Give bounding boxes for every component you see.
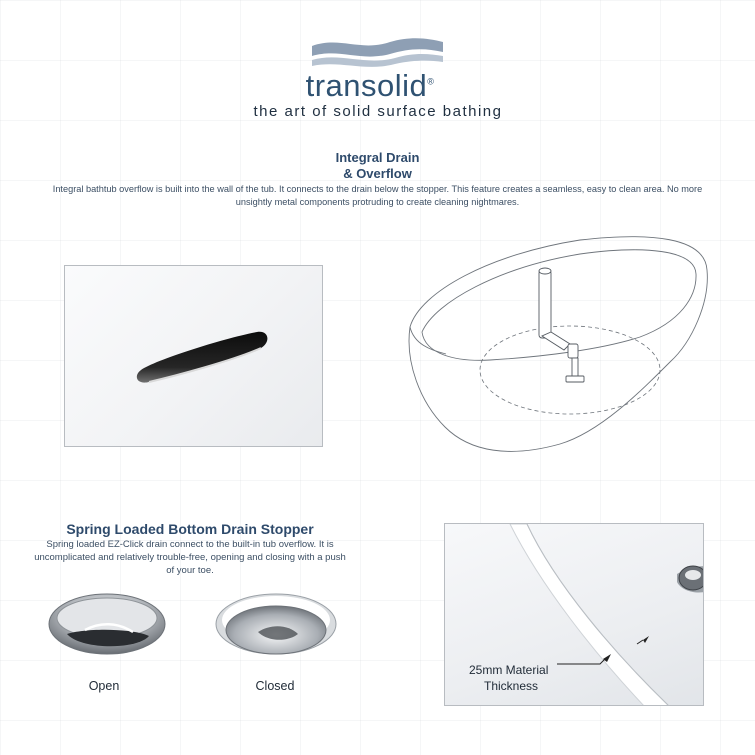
drain-stopper-open-icon [45, 588, 170, 666]
overflow-slot-photo [64, 265, 323, 447]
drain-section-title: Integral Drain [335, 150, 420, 165]
brand-name: transolid® [305, 68, 435, 103]
closed-label: Closed [255, 679, 295, 693]
material-thickness-photo [444, 523, 704, 706]
brand-tagline: the art of solid surface bathing [253, 103, 503, 120]
logo-waves-icon [310, 30, 445, 72]
overflow-slot-icon [65, 266, 323, 447]
stopper-section-title: Spring Loaded Bottom Drain Stopper [66, 521, 314, 537]
drain-section-title-line2: & Overflow [343, 166, 412, 181]
thickness-label-line2: Thickness [484, 679, 539, 693]
trademark-symbol: ® [427, 76, 435, 87]
thickness-label: 25mm Material [469, 663, 549, 677]
drain-stopper-closed-icon [212, 588, 340, 666]
open-label: Open [88, 679, 120, 693]
bathtub-drawing-icon [400, 232, 715, 467]
drain-section-description: Integral bathtub overflow is built into the wall of the tub. It connects to the drain below the stopper. This feature creates a seamless, easy to clean area. No more unsightly metal components protruding to create cleaning nightmares. [52, 184, 703, 207]
stopper-section-description: Spring loaded EZ-Click drain connect to the built-in tub overflow. It is uncomplicated and relatively trouble-free, opening and closing with a push of your toe. [34, 539, 346, 576]
